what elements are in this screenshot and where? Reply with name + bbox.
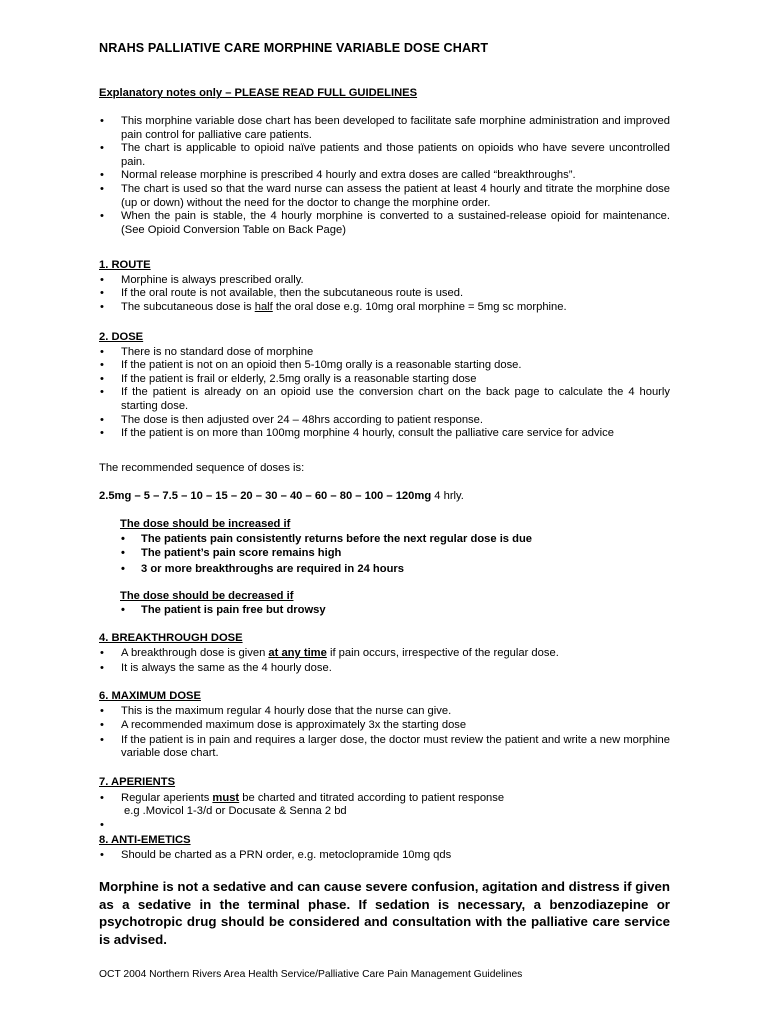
breakthrough-section [99,632,670,676]
document-title: NRAHS PALLIATIVE CARE MORPHINE VARIABLE DOSE CHART [99,41,489,55]
breakthrough-bullet: • It is always the same as the 4 hourly dose. [99,662,670,676]
dose-bullet: • If the patient is not on an opioid then 5-10mg orally is a reasonable starting dose. [99,359,670,373]
decrease-section [120,590,670,617]
route-section [99,259,670,314]
increase-bullet: • The patients pain consistently returns before the next regular dose is due [120,533,670,547]
dose-sequence-values: 2.5mg – 5 – 7.5 – 10 – 15 – 20 – 30 – 40 – 60 – 80 – 100 – 120mg [99,490,432,502]
sc-text-post: the oral dose e.g. 10mg oral morphine = 5mg sc morphine. [272,300,567,313]
increase-section [120,518,670,576]
increase-heading: The dose should be increased if [120,518,291,530]
antiemetics-section [99,834,670,862]
increase-bullet: • 3 or more breakthroughs are required in 24 hours [120,563,670,577]
intro-section [99,115,670,237]
dose-bullet: • There is no standard dose of morphine [99,346,670,360]
intro-bullet: • Normal release morphine is prescribed 4 hourly and extra doses are called “breakthroughs”. [99,169,670,183]
decrease-bullet: • The patient is pain free but drowsy [120,604,670,618]
dose-bullet: • The dose is then adjusted over 24 – 48hrs according to patient response. [99,414,670,428]
sc-text-half: half [254,300,273,313]
dose-section [99,331,670,441]
maximum-bullet: • This is the maximum regular 4 hourly dose that the nurse can give. [99,705,670,719]
route-bullet: • Morphine is always prescribed orally. [99,274,670,288]
aperients-example: e.g .Movicol 1-3/d or Docusate & Senna 2 bd [124,805,347,818]
aperients-bullet [99,792,670,819]
breakthrough-text-anytime: at any time [268,646,327,659]
breakthrough-bullet [99,647,670,661]
aperients-section [99,776,670,819]
explanatory-heading: Explanatory notes only – PLEASE READ FULL GUIDELINES [99,87,418,99]
dose-bullet: • If the patient is on more than 100mg morphine 4 hourly, consult the palliative care service for advice [99,427,670,441]
intro-bullet: • The chart is applicable to opioid naïve patients and those patients on opioids who have severe uncontrolled pain. [99,142,670,169]
route-heading: 1. ROUTE [99,259,151,271]
dose-bullet: • If the patient is already on an opioid use the conversion chart on the back page to calculate the 4 hourly starting dose. [99,386,670,413]
dose-sequence [99,490,670,504]
route-bullet-subcutaneous [99,301,670,315]
aperients-heading: 7. APERIENTS [99,776,176,788]
antiemetics-bullet: • Should be charted as a PRN order, e.g. metoclopramide 10mg qds [99,849,670,863]
antiemetics-heading: 8. ANTI-EMETICS [99,834,191,846]
intro-bullet: • The chart is used so that the ward nurse can assess the patient at least 4 hourly and titrate the morphine dose (up or down) without the need for the doctor to change the morphine order. [99,183,670,210]
dose-bullet: • If the patient is frail or elderly, 2.5mg orally is a reasonable starting dose [99,373,670,387]
footer-text: OCT 2004 Northern Rivers Area Health Service/Palliative Care Pain Management Guidelines [99,969,523,980]
aperients-text-pre: Regular aperients [121,791,213,804]
route-bullet: • If the oral route is not available, then the subcutaneous route is used. [99,287,670,301]
maximum-bullet: • If the patient is in pain and requires a larger dose, the doctor must review the patient and write a new morphine variable dose chart. [99,734,670,761]
sequence-intro: The recommended sequence of doses is: [99,462,305,474]
sc-text-pre: The subcutaneous dose is [121,300,255,313]
maximum-bullet: • A recommended maximum dose is approximately 3x the starting dose [99,719,670,733]
maximum-heading: 6. MAXIMUM DOSE [99,690,201,702]
breakthrough-text-post: if pain occurs, irrespective of the regular dose. [326,646,559,659]
aperients-text-must: must [212,791,240,804]
maximum-section [99,690,670,761]
increase-bullet: • The patient’s pain score remains high [120,547,670,561]
intro-bullet: • When the pain is stable, the 4 hourly morphine is converted to a sustained-release opioid for maintenance. (See Opioid Conversion Table on Back Page) [99,210,670,237]
breakthrough-heading: 4. BREAKTHROUGH DOSE [99,632,243,644]
sedation-warning: Morphine is not a sedative and can cause severe confusion, agitation and distress if given as a sedative in the terminal phase. If sedation is necessary, a benzodiazepine or psychotropic drug should be considered and consultation with the palliative care service is advised. [99,879,670,947]
decrease-heading: The dose should be decreased if [120,590,294,602]
intro-bullet: • This morphine variable dose chart has been developed to facilitate safe morphine administration and improved pain control for palliative care patients. [99,115,670,142]
dose-sequence-suffix: 4 hrly. [431,490,464,502]
aperients-text-post: be charted and titrated according to patient response [239,791,505,804]
dose-heading: 2. DOSE [99,331,144,343]
breakthrough-text-pre: A breakthrough dose is given [121,646,269,659]
